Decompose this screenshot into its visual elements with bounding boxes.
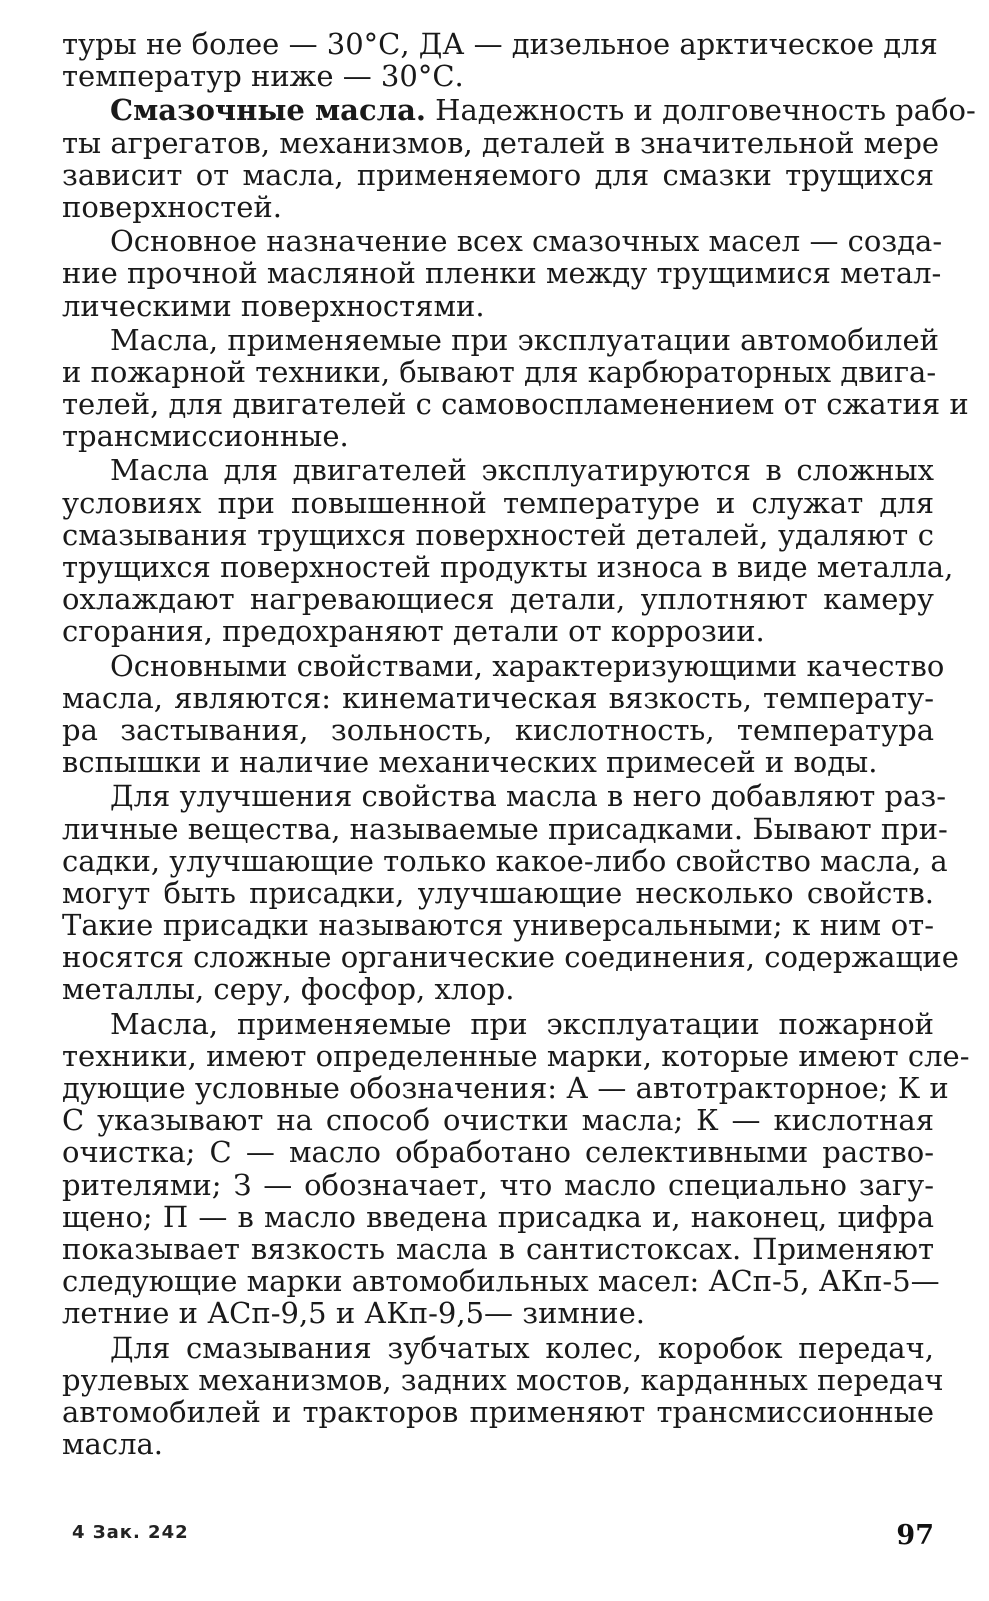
text-line: масла. bbox=[62, 1427, 164, 1462]
text-line: ты агрегатов, механизмов, деталей в значительной мере bbox=[62, 125, 940, 160]
text-line: металлы, серу, фосфор, хлор. bbox=[62, 972, 515, 1007]
text-line: смазывания трущихся поверхностей деталей, удаляют с bbox=[62, 517, 934, 552]
text-line: летние и АСп-9,5 и АКп-9,5— зимние. bbox=[62, 1296, 645, 1331]
text-line: рулевых механизмов, задних мостов, карданных передач bbox=[62, 1362, 944, 1397]
text-line: Для улучшения свойства масла в него добавляют раз- bbox=[110, 779, 947, 814]
text-line: могут быть присадки, улучшающие несколько свойств. bbox=[62, 875, 934, 910]
text-line: зависит от масла, применяемого для смазки трущихся bbox=[62, 157, 934, 192]
text-line: техники, имеют определенные марки, которые имеют сле- bbox=[62, 1038, 970, 1073]
text-line: сгорания, предохраняют детали от коррозии. bbox=[62, 614, 765, 649]
text-span: Надежность и долговечность рабо- bbox=[425, 93, 976, 128]
text-line: очистка; С — масло обработано селективными раство- bbox=[62, 1135, 934, 1170]
text-line: и пожарной техники, бывают для карбюраторных двига- bbox=[62, 354, 937, 389]
printer-signature: 4 Зак. 242 bbox=[72, 1522, 189, 1543]
text-line: Такие присадки называются универсальными; к ним от- bbox=[62, 908, 934, 943]
paragraph-6 bbox=[62, 648, 945, 780]
text-line: носятся сложные органические соединения, содержащие bbox=[62, 940, 959, 975]
text-line: С указывают на способ очистки масла; К — кислотная bbox=[62, 1103, 934, 1138]
text-line: показывает вязкость масла в сантистоксах. Применяют bbox=[62, 1231, 934, 1266]
paragraph-1 bbox=[62, 27, 938, 94]
text-line: рителями; З — обозначает, что масло специально загу- bbox=[62, 1167, 934, 1202]
text-line: ние прочной масляной пленки между трущимися метал- bbox=[62, 256, 942, 291]
paragraph-2 bbox=[62, 93, 976, 224]
text-line: ра застывания, зольность, кислотность, температура bbox=[62, 712, 934, 747]
section-heading: Смазочные масла. bbox=[110, 93, 426, 128]
text-line: туры не более — 30°С, ДА — дизельное арктическое для bbox=[62, 27, 938, 61]
text-line: охлаждают нагревающиеся детали, уплотняют камеру bbox=[62, 582, 934, 617]
text-line: садки, улучшающие только какое-либо свойство масла, а bbox=[62, 843, 948, 878]
paragraph-7 bbox=[62, 779, 959, 1007]
page-number: 97 bbox=[896, 1520, 934, 1551]
text-line: вспышки и наличие механических примесей и воды. bbox=[62, 745, 878, 780]
paragraph-4 bbox=[62, 322, 969, 454]
text-line: Масла, применяемые при эксплуатации автомобилей bbox=[110, 322, 939, 357]
text-line: масла, являются: кинематическая вязкость, температу- bbox=[62, 680, 934, 715]
paragraph-8 bbox=[62, 1006, 970, 1331]
text-line: дующие условные обозначения: А — автотракторное; К и bbox=[62, 1071, 949, 1105]
text-line: автомобилей и тракторов применяют трансмиссионные bbox=[62, 1394, 934, 1429]
text-line: поверхностей. bbox=[62, 189, 282, 224]
text-line: трансмиссионные. bbox=[62, 419, 349, 454]
text-line: Масла для двигателей эксплуатируются в сложных bbox=[110, 453, 934, 488]
paragraph-5 bbox=[62, 453, 954, 649]
paragraph-9 bbox=[62, 1330, 944, 1462]
text-line: личные вещества, называемые присадками. Бывают при- bbox=[62, 811, 948, 846]
text-line: Основное назначение всех смазочных масел — созда- bbox=[110, 224, 943, 259]
text-line: Для смазывания зубчатых колес, коробок передач, bbox=[110, 1330, 934, 1365]
text-line: температур ниже — 30°С. bbox=[62, 59, 464, 94]
text-line: Масла, применяемые при эксплуатации пожарной bbox=[110, 1006, 934, 1041]
text-line: трущихся поверхностей продукты износа в виде металла, bbox=[62, 550, 954, 584]
page-body bbox=[62, 27, 976, 1462]
text-line: условиях при повышенной температуре и служат для bbox=[62, 485, 934, 520]
paragraph-3 bbox=[62, 224, 943, 323]
text-line: следующие марки автомобильных масел: АСп-5, АКп-5— bbox=[62, 1264, 940, 1299]
text-line bbox=[62, 93, 976, 128]
text-line: Основными свойствами, характеризующими качество bbox=[110, 648, 945, 683]
text-line: щено; П — в масло введена присадка и, наконец, цифра bbox=[62, 1199, 934, 1234]
text-line: телей, для двигателей с самовоспламенением от сжатия и bbox=[62, 387, 969, 422]
text-line: лическими поверхностями. bbox=[62, 288, 485, 323]
